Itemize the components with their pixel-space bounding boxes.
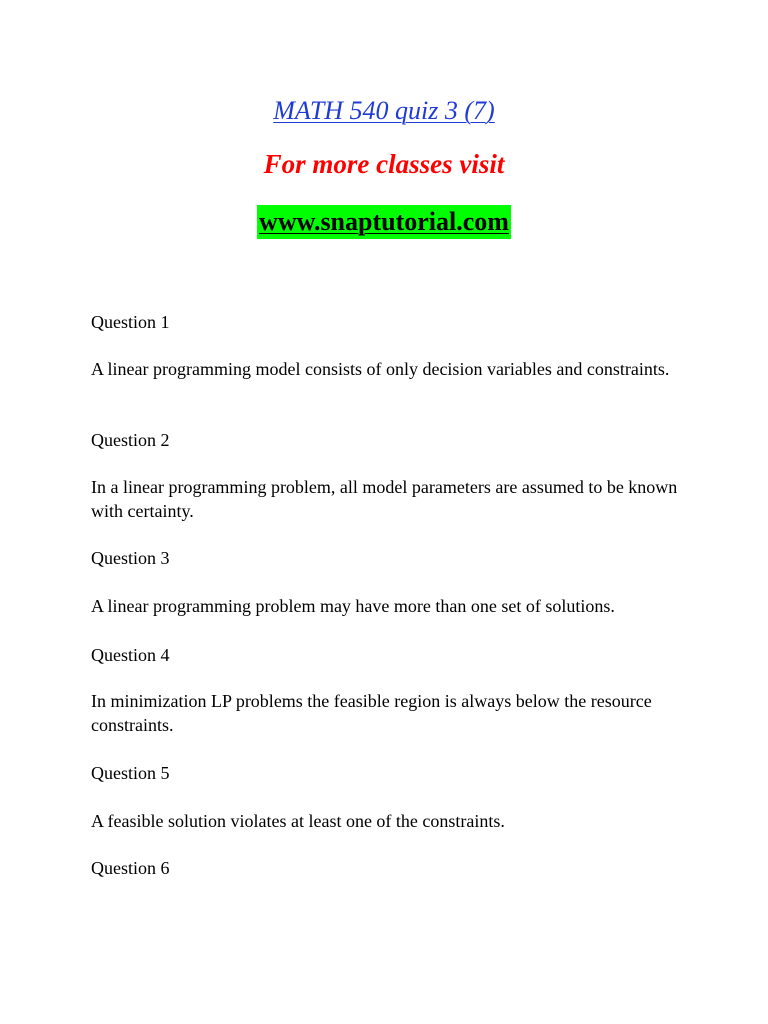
website-link[interactable]: www.snaptutorial.com bbox=[257, 205, 511, 239]
question-3-text: A linear programming problem may have more than one set of solutions. bbox=[91, 596, 615, 616]
website-container bbox=[0, 205, 768, 239]
question-2-label: Question 2 bbox=[91, 430, 170, 450]
question-5-label: Question 5 bbox=[91, 763, 170, 783]
title-link[interactable]: MATH 540 quiz 3 (7) bbox=[273, 96, 495, 125]
question-5-text: A feasible solution violates at least one of the constraints. bbox=[91, 811, 505, 831]
document-title bbox=[0, 94, 768, 128]
question-1-label: Question 1 bbox=[91, 312, 170, 332]
question-4-text: In minimization LP problems the feasible region is always below the resource constraints. bbox=[91, 691, 652, 735]
question-3-label: Question 3 bbox=[91, 548, 170, 568]
question-1-text: A linear programming model consists of only decision variables and constraints. bbox=[91, 359, 670, 379]
question-4-label: Question 4 bbox=[91, 645, 170, 665]
promo-subtitle: For more classes visit bbox=[263, 149, 505, 179]
question-2-text: In a linear programming problem, all model parameters are assumed to be known with certainty. bbox=[91, 477, 678, 521]
question-6-label: Question 6 bbox=[91, 858, 170, 878]
